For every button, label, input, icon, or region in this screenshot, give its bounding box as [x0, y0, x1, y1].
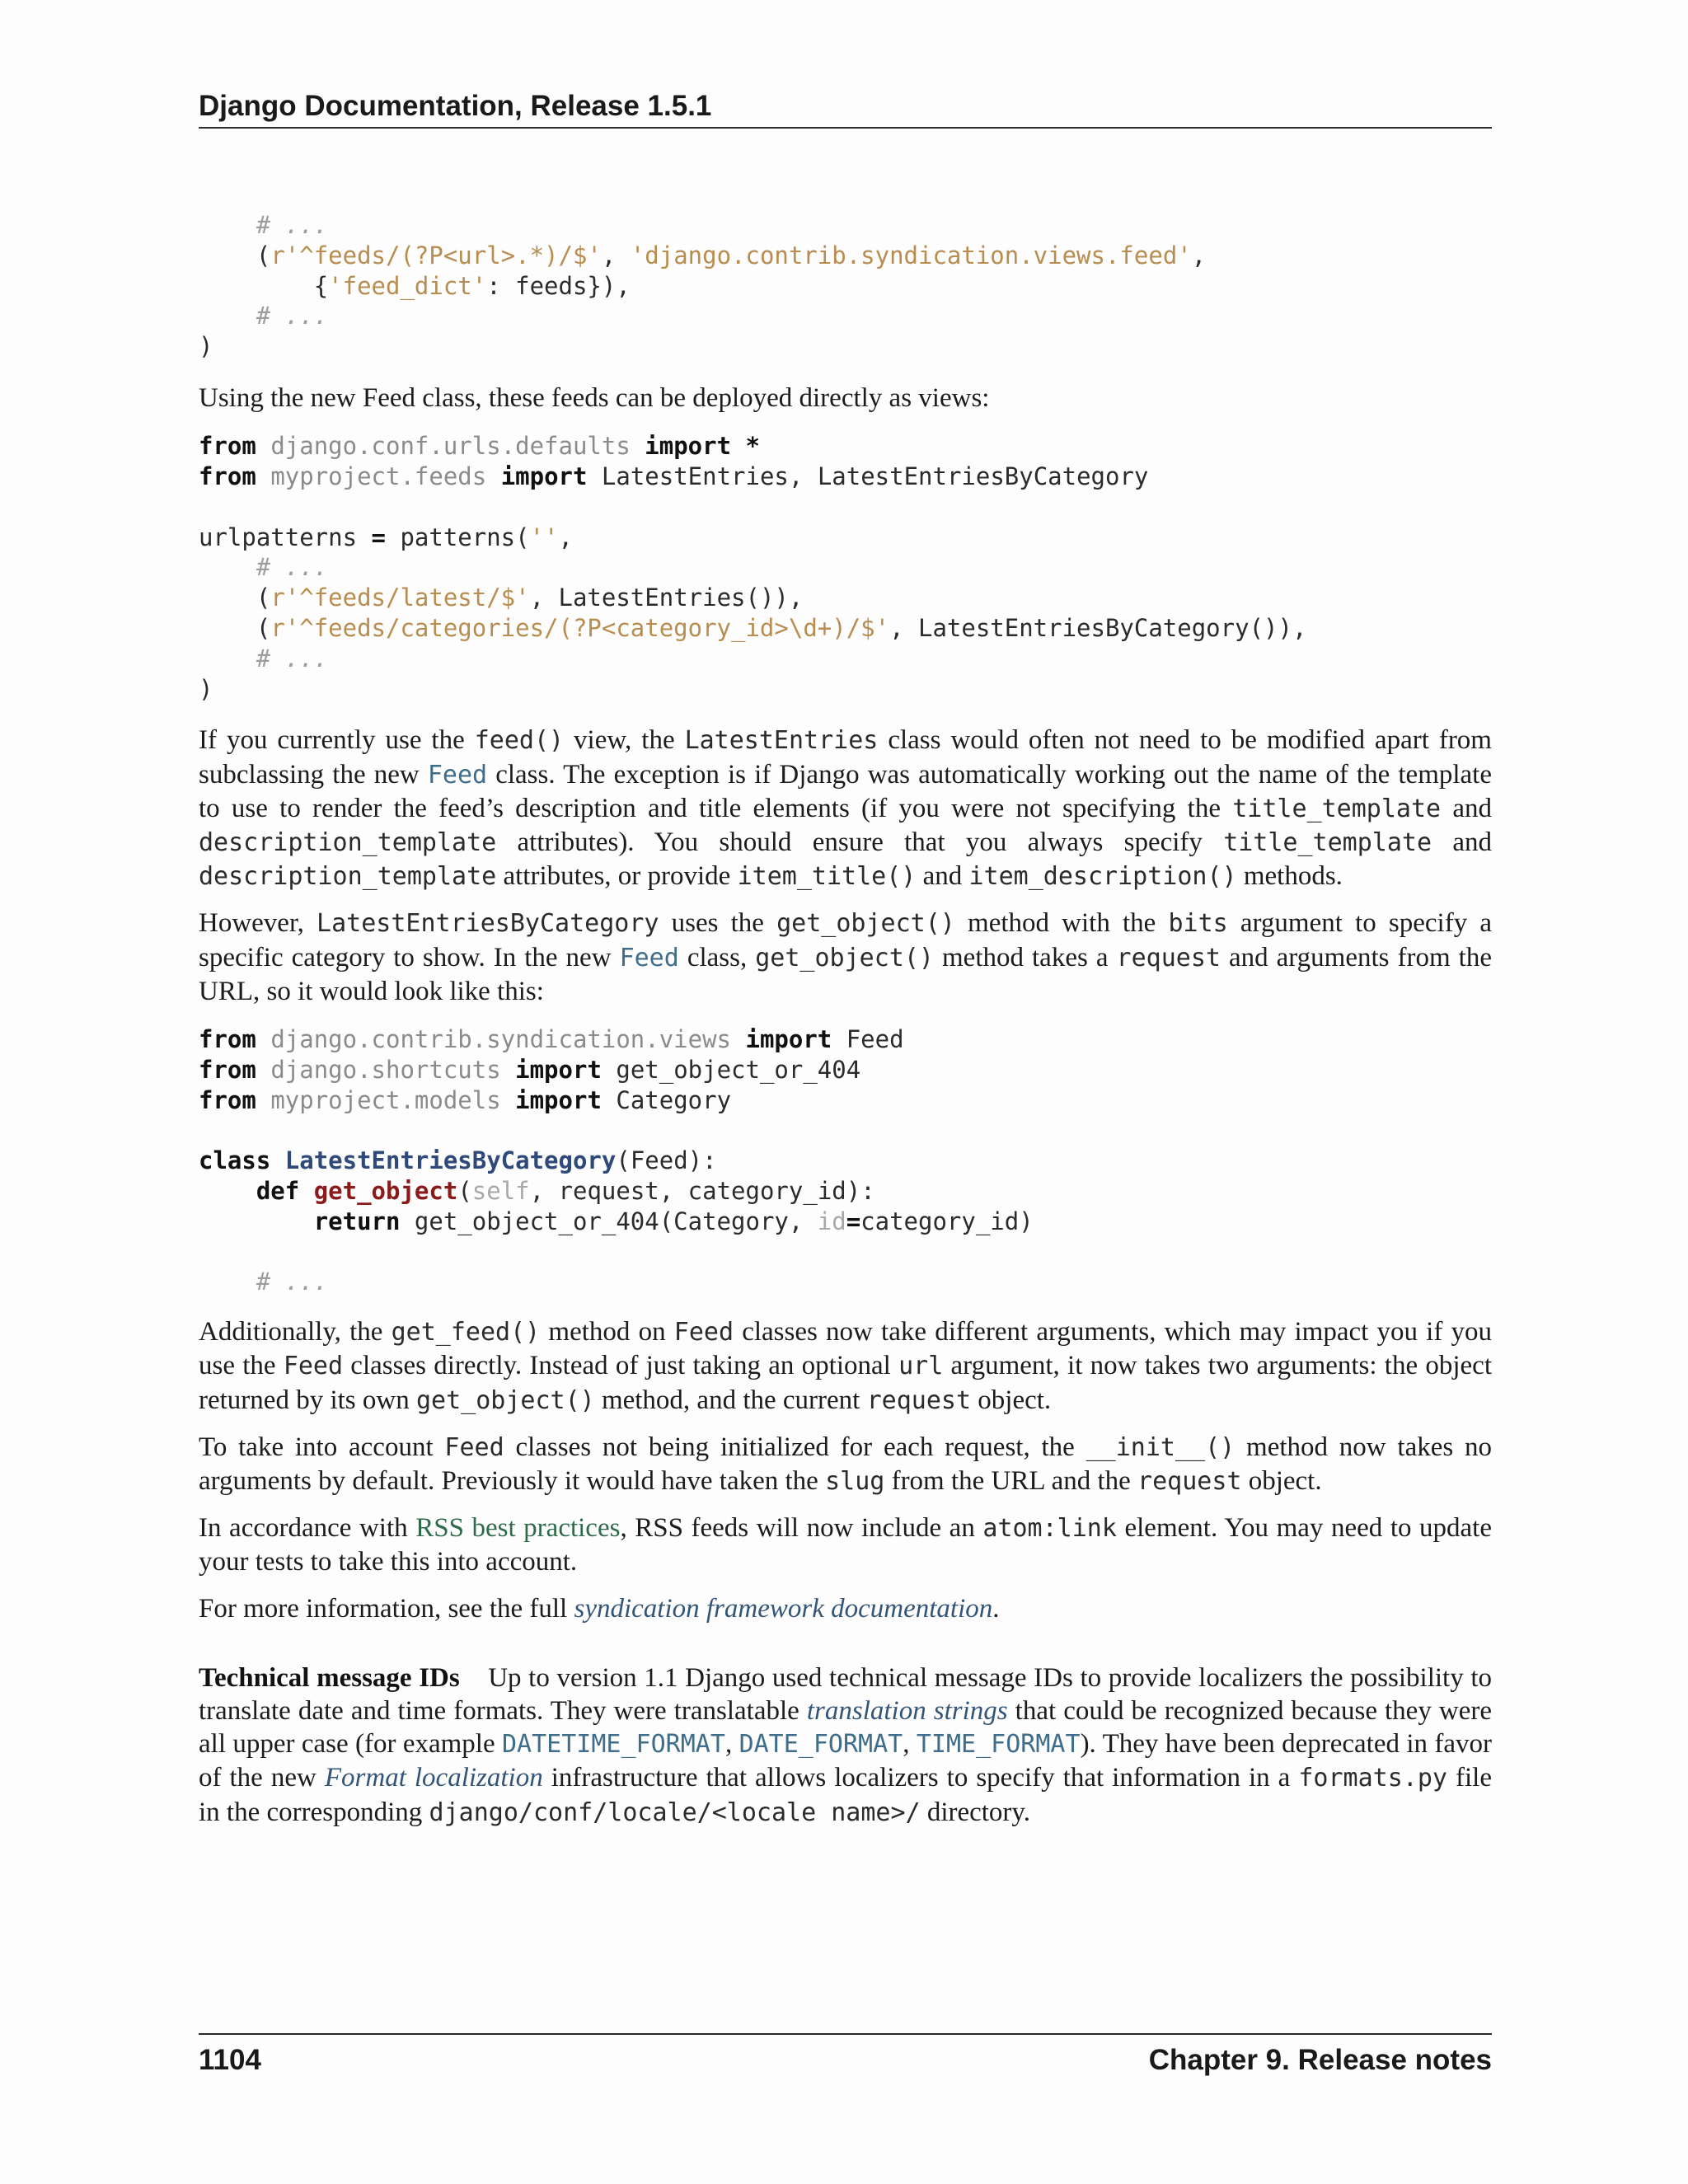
page-content: [199, 210, 1499, 1830]
paragraph-get-feed: Additionally, the get_feed() method on Feed classes now take different arguments, which may impact you if you use the Feed classes directly. Instead of just taking an optional url argument, it now takes two arguments: the object returned by its own get_object() method, and the current request object.: [199, 1317, 1493, 1415]
code-comment: # ...: [256, 553, 329, 582]
paragraph-feed-view-migration: If you currently use the feed() view, the LatestEntries class would often not need to be modified apart from subclassing the new Feed class. The exception is if Django was automatically working out the name of the template to use to render the feed’s description and title elements (if you were not specifying the title_template and description_template attributes). You should ensure that you always specify title_template and description_template attributes, or provide item_title() and item_description() methods.: [199, 725, 1492, 892]
code-comment: # ...: [256, 1268, 329, 1296]
syndication-docs-link[interactable]: syndication framework documentation: [574, 1593, 993, 1624]
page-header: [199, 89, 1492, 129]
rss-best-practices-link[interactable]: RSS best practices: [415, 1513, 621, 1544]
code-block-feed-class: from django.contrib.syndication.views import Feed from django.shortcuts import get_object_or_404 from myproject.models import Category class LatestEntriesByCategory(Feed): def get_object(self, request, category_id): return get_object_or_404(Category, id=category_id) # ...: [199, 1024, 1034, 1296]
datetime-format-link[interactable]: DATETIME_FORMAT: [502, 1730, 725, 1760]
chapter-title: Chapter 9. Release notes: [1148, 2044, 1492, 2076]
time-format-link[interactable]: TIME_FORMAT: [916, 1730, 1081, 1760]
feed-class-link[interactable]: Feed: [427, 760, 488, 790]
code-block-url-patterns-old: # ... (r'^feeds/(?P<url>.*)/$', 'django.contrib.syndication.views.feed', {'feed_dict': feeds}), # ... ): [199, 211, 1207, 361]
page-footer: [199, 2033, 1492, 2078]
paragraph-rss-best-practices: In accordance with RSS best practices, RSS feeds will now include an atom:link element. You may need to update your tests to take this into account.: [199, 1513, 1493, 1577]
code-comment: # ...: [256, 211, 329, 239]
paragraph-get-object: However, LatestEntriesByCategory uses the get_object() method with the bits argument to specify a specific category to show. In the new Feed class, get_object() method takes a request and arguments from the URL, so it would look like this:: [199, 908, 1493, 1006]
code-block-url-patterns-new: from django.conf.urls.defaults import * from myproject.feeds import LatestEntries, LatestEntriesByCategory urlpatterns = patterns('', # ... (r'^feeds/latest/$', LatestEntries()), (r'^feeds/categories/(?P<category_id>\d+)/$', LatestEntriesByCategory()), # ... ): [199, 432, 1307, 703]
format-localization-link[interactable]: Format localization: [324, 1763, 543, 1793]
translation-strings-link[interactable]: translation strings: [806, 1695, 1008, 1726]
date-format-link[interactable]: DATE_FORMAT: [738, 1730, 903, 1760]
paragraph-init-method: To take into account Feed classes not being initialized for each request, the __init__() method now takes no arguments by default. Previously it would have taken the slug from the URL and the request object.: [199, 1432, 1493, 1496]
code-comment: # ...: [256, 644, 329, 673]
paragraph-more-information: For more information, see the full syndication framework documentation.: [199, 1593, 1000, 1624]
document-title: Django Documentation, Release 1.5.1: [199, 90, 712, 122]
paragraph-intro-feed-class: Using the new Feed class, these feeds can be deployed directly as views:: [199, 382, 990, 413]
feed-class-link[interactable]: Feed: [619, 943, 679, 972]
code-comment: # ...: [256, 302, 329, 330]
page-number: 1104: [199, 2044, 261, 2076]
section-term: Technical message IDs: [199, 1662, 460, 1693]
paragraph-technical-message-ids: Technical message IDs Up to version 1.1 Django used technical message IDs to provide localizers the possibility to translate date and time formats. They were translatable translation strings that could be recognized because they were all upper case (for example DATETIME_FORMAT, DATE_FORMAT, TIME_FORMAT). They have been deprecated in favor of the new Format localization infrastructure that allows localizers to specify that information in a formats.py file in the corresponding django/conf/locale/<locale name>/ directory.: [199, 1662, 1499, 1827]
